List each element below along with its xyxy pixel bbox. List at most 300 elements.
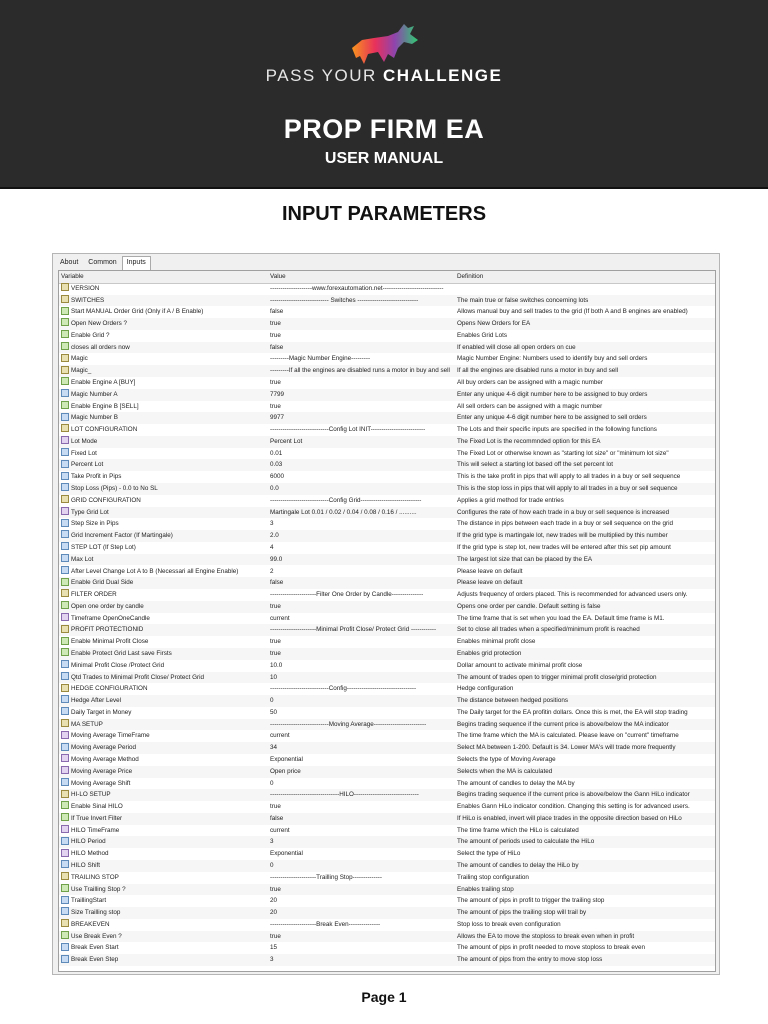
value-cell[interactable]: --------------------www.forexautomation.net----------------------------- (270, 284, 444, 292)
value-cell[interactable]: 0.01 (270, 449, 283, 457)
variable-cell (61, 353, 267, 365)
table-row[interactable] (59, 613, 715, 625)
value-cell[interactable]: 6000 (270, 473, 285, 481)
table-row[interactable] (59, 860, 715, 872)
definition-cell: Enables Gann HiLo indicator condition. Changing this setting is for advanced users. (457, 803, 690, 811)
value-cell[interactable]: ----------------------------Config Lot INIT-------------------------- (270, 426, 426, 434)
table-row[interactable] (59, 884, 715, 896)
table-row[interactable] (59, 448, 715, 460)
variable-name: Enable Engine A [BUY] (71, 379, 136, 387)
variable-name: Enable Protect Grid Last save Firsts (71, 649, 172, 657)
page-number: Page 1 (361, 989, 407, 1005)
definition-cell: The amount of pips in profit needed to move stoploss to break even (457, 944, 645, 952)
value-cell[interactable]: ----------------------------Moving Average------------------------- (270, 720, 427, 728)
variable-cell (61, 813, 267, 825)
definition-cell: The amount of trades open to trigger minimal profit close/grid protection (457, 673, 657, 681)
param-type-icon (61, 542, 69, 550)
variable-cell (61, 471, 267, 483)
param-type-icon (61, 790, 69, 798)
value-cell[interactable]: true (270, 649, 281, 657)
value-cell[interactable]: 0.03 (270, 461, 283, 469)
table-row[interactable] (59, 318, 715, 330)
param-type-icon (61, 754, 69, 762)
value-cell[interactable]: ----------------------Trailling Stop-------------- (270, 873, 383, 881)
variable-cell (61, 401, 267, 413)
definition-cell: The largest lot size that can be placed by the EA (457, 555, 593, 563)
variable-name: Use Break Even ? (71, 932, 122, 940)
definition-cell: Begins trading sequence if the current price is above/below the MA indicator (457, 720, 669, 728)
table-row[interactable] (59, 801, 715, 813)
variable-name: HILO Shift (71, 862, 101, 869)
table-row[interactable] (59, 778, 715, 790)
param-type-icon (61, 637, 69, 645)
table-row[interactable] (59, 530, 715, 542)
variable-name: FILTER ORDER (71, 591, 117, 599)
table-row[interactable] (59, 742, 715, 754)
table-row[interactable] (59, 365, 715, 377)
variable-cell (61, 412, 267, 424)
variable-cell (61, 801, 267, 813)
variable-name: SWITCHES (71, 296, 105, 304)
value-cell[interactable]: current (270, 826, 290, 834)
param-type-icon (61, 354, 69, 362)
table-row[interactable] (59, 931, 715, 943)
variable-name: HEDGE CONFIGURATION (71, 685, 148, 693)
table-row[interactable] (59, 459, 715, 471)
table-row[interactable] (59, 424, 715, 436)
param-type-icon (61, 366, 69, 374)
variable-cell (61, 695, 267, 707)
definition-cell: Enables trailing stop (457, 885, 514, 893)
param-type-icon (61, 318, 69, 326)
table-row[interactable] (59, 471, 715, 483)
variable-cell (61, 825, 267, 837)
variable-name: Moving Average Period (71, 744, 136, 752)
variable-name: closes all orders now (71, 343, 130, 351)
table-row[interactable] (59, 719, 715, 731)
variable-name: Percent Lot (71, 461, 104, 469)
variable-name: Take Profit in Pips (71, 473, 122, 481)
variable-cell (61, 919, 267, 931)
value-cell[interactable]: ---------------------------- Switches ----------------------------- (270, 296, 419, 304)
definition-cell: The amount of pips from the entry to move stop loss (457, 956, 603, 964)
value-cell[interactable]: ---------If all the engines are disabled runs a motor in buy and sell (270, 367, 450, 375)
variable-cell (61, 424, 267, 436)
table-row[interactable] (59, 542, 715, 554)
param-type-icon (61, 684, 69, 692)
definition-cell: Please leave on default (457, 567, 523, 575)
variable-name: Open New Orders ? (71, 320, 127, 328)
definition-cell: Adjusts frequency of orders placed. This is recommended for advanced users only. (457, 591, 688, 599)
table-row[interactable] (59, 495, 715, 507)
variable-cell (61, 601, 267, 613)
table-row[interactable] (59, 577, 715, 589)
variable-name: VERSION (71, 284, 100, 292)
table-row[interactable] (59, 377, 715, 389)
table-row[interactable] (59, 483, 715, 495)
param-type-icon (61, 731, 69, 739)
value-cell[interactable]: 20 (270, 897, 278, 905)
definition-cell: This will select a starting lot based off the set percent lot (457, 461, 613, 469)
value-cell[interactable]: 10 (270, 673, 278, 681)
variable-cell (61, 483, 267, 495)
definition-cell: Hedge configuration (457, 685, 514, 693)
definition-cell: Select the type of HiLo (457, 850, 521, 858)
value-cell[interactable]: Exponential (270, 850, 303, 858)
definition-cell: Set to close all trades when a specified/minimum profit is reached (457, 626, 640, 634)
param-type-icon (61, 472, 69, 480)
param-type-icon (61, 660, 69, 668)
variable-cell (61, 613, 267, 625)
table-row[interactable] (59, 872, 715, 884)
table-row[interactable] (59, 766, 715, 778)
variable-cell (61, 872, 267, 884)
definition-cell: The Daily target for the EA profitin dollars. Once this is met, the EA will stop trading (457, 708, 688, 716)
definition-cell: The amount of candles to delay the MA by (457, 779, 575, 787)
variable-cell (61, 648, 267, 660)
value-cell[interactable]: ---------------------------------HILO------------------------------- (270, 791, 419, 799)
definition-cell: If enabled will close all open orders on cue (457, 343, 576, 351)
variable-cell (61, 660, 267, 672)
table-row[interactable] (59, 330, 715, 342)
value-cell[interactable]: false (270, 343, 284, 351)
definition-cell: The main true or false switches concerning lots (457, 296, 589, 304)
param-type-icon (61, 401, 69, 409)
param-type-icon (61, 884, 69, 892)
value-cell[interactable]: 10.0 (270, 661, 283, 669)
table-row[interactable] (59, 648, 715, 660)
variable-cell (61, 778, 267, 790)
value-cell[interactable]: 4 (270, 543, 274, 551)
manual-title: PROP FIRM EA (283, 114, 485, 144)
value-cell[interactable]: Exponential (270, 755, 303, 763)
variable-cell (61, 436, 267, 448)
param-type-icon (61, 919, 69, 927)
variable-name: HILO TimeFrame (71, 826, 120, 834)
definition-cell: Opens one order per candle. Default setting is false (457, 602, 601, 610)
value-cell[interactable]: 3 (270, 956, 274, 964)
param-type-icon (61, 483, 69, 491)
definition-cell: Dollar amount to activate minimal profit close (457, 661, 583, 669)
variable-name: GRID CONFIGURATION (71, 496, 141, 504)
table-row[interactable] (59, 624, 715, 636)
definition-cell: If the grid type is step lot, new trades will be entered after this set pip amount (457, 543, 671, 551)
variable-name: PROFIT PROTECTIONID (71, 626, 144, 634)
variable-name: Enable Grid ? (71, 331, 110, 339)
variable-name: Timeframe OpenOneCandle (71, 614, 150, 622)
table-row[interactable] (59, 389, 715, 401)
bull-logo-icon (348, 18, 422, 70)
table-row[interactable] (59, 836, 715, 848)
param-type-icon (61, 519, 69, 527)
definition-cell: This is the stop loss in pips that will apply to all trades in a buy or sell sequence (457, 485, 678, 493)
table-row[interactable] (59, 730, 715, 742)
value-cell[interactable]: true (270, 885, 281, 893)
table-row[interactable] (59, 954, 715, 966)
variable-name: Stop Loss (Pips) - 0.0 to No SL (71, 485, 158, 493)
table-row[interactable] (59, 813, 715, 825)
variable-cell (61, 907, 267, 919)
param-type-icon (61, 743, 69, 751)
variable-cell (61, 389, 267, 401)
definition-cell: Opens New Orders for EA (457, 320, 531, 328)
variable-name: Minimal Profit Close /Protect Grid (71, 661, 165, 669)
param-type-icon (61, 377, 69, 385)
table-row[interactable] (59, 636, 715, 648)
param-type-icon (61, 648, 69, 656)
table-row[interactable] (59, 660, 715, 672)
definition-cell: Selects when the MA is calculated (457, 767, 553, 775)
value-cell[interactable]: 2.0 (270, 532, 279, 540)
variable-cell (61, 931, 267, 943)
table-row[interactable] (59, 672, 715, 684)
value-cell[interactable]: 3 (270, 838, 274, 846)
table-row[interactable] (59, 789, 715, 801)
variable-name: Enable Grid Dual Side (71, 579, 134, 587)
param-type-icon (61, 825, 69, 833)
variable-name: Size Trailling stop (71, 909, 121, 917)
table-row[interactable] (59, 683, 715, 695)
value-cell[interactable]: false (270, 814, 284, 822)
value-cell[interactable]: Martingale Lot 0.01 / 0.02 / 0.04 / 0.08 / 0.16 / .......... (270, 508, 417, 516)
variable-name: STEP LOT (If Step Lot) (71, 543, 136, 551)
variable-cell (61, 707, 267, 719)
param-type-icon (61, 413, 69, 421)
definition-cell: The Fixed Lot or otherwise known as "starting lot size" or "minimum lot size" (457, 449, 669, 457)
variable-cell (61, 884, 267, 896)
variable-cell (61, 365, 267, 377)
column-header-value[interactable]: Value (270, 273, 286, 280)
variable-name: MA SETUP (71, 720, 103, 728)
param-type-icon (61, 283, 69, 291)
value-cell[interactable]: true (270, 320, 281, 328)
variable-name: Moving Average Method (71, 755, 139, 763)
variable-name: Break Even Start (71, 944, 119, 952)
param-type-icon (61, 778, 69, 786)
variable-name: Open one order by candle (71, 602, 144, 610)
variable-cell (61, 636, 267, 648)
variable-cell (61, 624, 267, 636)
input-parameters-window (52, 253, 720, 975)
table-row[interactable] (59, 401, 715, 413)
table-row[interactable] (59, 507, 715, 519)
definition-cell: The amount of candles to delay the HiLo by (457, 862, 579, 869)
value-cell[interactable]: true (270, 602, 281, 610)
param-type-icon (61, 460, 69, 468)
variable-name: LOT CONFIGURATION (71, 426, 138, 434)
param-type-icon (61, 849, 69, 857)
value-cell[interactable]: ---------Magic Number Engine--------- (270, 355, 371, 363)
column-header-variable[interactable]: Variable (61, 273, 84, 280)
definition-cell: Selects the type of Moving Average (457, 755, 556, 763)
definition-cell: If HiLo is enabled, invert will place trades in the opposite direction based on HiLo (457, 814, 682, 822)
param-type-icon (61, 448, 69, 456)
table-row[interactable] (59, 754, 715, 766)
table-row[interactable] (59, 295, 715, 307)
value-cell[interactable]: 20 (270, 909, 278, 917)
table-row[interactable] (59, 342, 715, 354)
value-cell[interactable]: false (270, 579, 284, 587)
variable-name: Max Lot (71, 555, 94, 563)
table-row[interactable] (59, 353, 715, 365)
param-type-icon (61, 860, 69, 868)
definition-cell: The Lots and their specific inputs are specified in the following functions (457, 426, 657, 434)
param-type-icon (61, 896, 69, 904)
variable-cell (61, 542, 267, 554)
variable-cell (61, 860, 267, 872)
value-cell[interactable]: true (270, 932, 281, 940)
tab-inputs[interactable]: Inputs (122, 256, 151, 271)
value-cell[interactable]: 99.0 (270, 555, 283, 563)
definition-cell: Enter any unique 4-6 digit number here to be assigned to sell orders (457, 414, 647, 422)
value-cell[interactable]: current (270, 614, 290, 622)
param-type-icon (61, 554, 69, 562)
table-row[interactable] (59, 895, 715, 907)
tab-bar (55, 256, 151, 270)
definition-cell: The time frame which the MA is calculated. Please leave on "current" timeframe (457, 732, 679, 740)
value-cell[interactable]: 0 (270, 862, 274, 869)
definition-cell: Select MA between 1-200. Default is 34. Lower MA's will trade more frequently (457, 744, 676, 752)
variable-cell (61, 377, 267, 389)
table-row[interactable] (59, 919, 715, 931)
table-row[interactable] (59, 283, 715, 295)
param-type-icon (61, 695, 69, 703)
table-row[interactable] (59, 601, 715, 613)
value-cell[interactable]: 9977 (270, 414, 285, 422)
variable-name: Lot Mode (71, 437, 98, 445)
definition-cell: All sell orders can be assigned with a magic number (457, 402, 603, 410)
variable-name: Fixed Lot (71, 449, 97, 457)
variable-cell (61, 554, 267, 566)
variable-cell (61, 719, 267, 731)
table-row[interactable] (59, 907, 715, 919)
value-cell[interactable]: ----------------------Minimal Profit Close/ Protect Grid ------------ (270, 626, 437, 634)
variable-name: Hedge After Level (71, 697, 122, 705)
table-row[interactable] (59, 566, 715, 578)
variable-cell (61, 895, 267, 907)
manual-header (0, 0, 768, 189)
variable-cell (61, 459, 267, 471)
value-cell[interactable]: Open price (270, 767, 301, 775)
definition-cell: The time frame which the HiLo is calculated (457, 826, 579, 834)
variable-cell (61, 283, 267, 295)
table-row[interactable] (59, 412, 715, 424)
value-cell[interactable]: current (270, 732, 290, 740)
value-cell[interactable]: true (270, 638, 281, 646)
value-cell[interactable]: 2 (270, 567, 274, 575)
table-row[interactable] (59, 825, 715, 837)
variable-cell (61, 754, 267, 766)
param-type-icon (61, 872, 69, 880)
value-cell[interactable]: 0.0 (270, 485, 279, 493)
value-cell[interactable]: 0 (270, 697, 274, 705)
variable-name: BREAKEVEN (71, 920, 110, 928)
variable-cell (61, 530, 267, 542)
variable-name: Break Even Step (71, 956, 119, 964)
param-type-icon (61, 766, 69, 774)
variable-cell (61, 518, 267, 530)
table-row[interactable] (59, 436, 715, 448)
variable-name: Magic (71, 355, 88, 363)
variable-name: HILO Period (71, 838, 106, 846)
variable-cell (61, 942, 267, 954)
table-row[interactable] (59, 707, 715, 719)
tab-common[interactable]: Common (88, 259, 117, 266)
definition-cell: Applies a grid method for trade entries (457, 496, 564, 504)
variable-cell (61, 789, 267, 801)
variable-name: Qtd Trades to Minimal Profit Close/ Protect Grid (71, 673, 204, 681)
variable-name: Magic Number A (71, 390, 118, 398)
definition-cell: Begins trading sequence if the current price is above/below the Gann HiLo indicator (457, 791, 690, 799)
param-type-icon (61, 707, 69, 715)
variable-name: Magic Number B (71, 414, 118, 422)
value-cell[interactable]: false (270, 308, 284, 316)
variable-name: TraillingStart (71, 897, 107, 905)
value-cell[interactable]: 50 (270, 708, 278, 716)
value-cell[interactable]: Percent Lot (270, 437, 303, 445)
table-row[interactable] (59, 554, 715, 566)
definition-cell: Enables grid protection (457, 649, 522, 657)
value-cell[interactable]: 7799 (270, 390, 285, 398)
definition-cell: The distance in pips between each trade in a buy or sell sequence on the grid (457, 520, 673, 528)
variable-cell (61, 954, 267, 966)
param-type-icon (61, 307, 69, 315)
param-type-icon (61, 566, 69, 574)
variable-name: HILO Method (71, 850, 109, 858)
table-row[interactable] (59, 589, 715, 601)
definition-cell: The amount of pips in profit to trigger the trailing stop (457, 897, 605, 905)
variable-cell (61, 318, 267, 330)
value-cell[interactable]: true (270, 402, 281, 410)
variable-name: Magic_ (71, 367, 92, 375)
definition-cell: The time frame that is set when you load the EA. Default time frame is M1. (457, 614, 665, 622)
value-cell[interactable]: 15 (270, 944, 278, 952)
value-cell[interactable]: true (270, 379, 281, 387)
column-header-definition[interactable]: Definition (457, 273, 484, 280)
param-type-icon (61, 625, 69, 633)
param-type-icon (61, 330, 69, 338)
value-cell[interactable]: ----------------------------Config--------------------------------- (270, 685, 417, 693)
value-cell[interactable]: 0 (270, 779, 274, 787)
variable-name: Moving Average TimeFrame (71, 732, 150, 740)
definition-cell: The amount of periods used to calculate the HiLo (457, 838, 595, 846)
table-row[interactable] (59, 942, 715, 954)
variable-name: Step Size in Pips (71, 520, 119, 528)
tab-about[interactable]: About (60, 259, 79, 266)
variable-cell (61, 848, 267, 860)
value-cell[interactable]: true (270, 803, 281, 811)
table-row[interactable] (59, 848, 715, 860)
definition-cell: Allows the EA to move the stoploss to break even when in profit (457, 932, 635, 940)
table-row[interactable] (59, 518, 715, 530)
value-cell[interactable]: 34 (270, 744, 278, 752)
value-cell[interactable]: ----------------------Filter One Order by Candle--------------- (270, 591, 424, 599)
value-cell[interactable]: ----------------------Break Even--------------- (270, 920, 381, 928)
table-row[interactable] (59, 695, 715, 707)
table-row[interactable] (59, 306, 715, 318)
value-cell[interactable]: ----------------------------Config Grid----------------------------- (270, 496, 422, 504)
section-title: INPUT PARAMETERS (281, 203, 487, 225)
value-cell[interactable]: 3 (270, 520, 274, 528)
parameters-table (58, 270, 716, 972)
variable-name: TRAILING STOP (71, 873, 119, 881)
variable-cell (61, 766, 267, 778)
variable-name: Grid Increment Factor (If Martingale) (71, 532, 173, 540)
value-cell[interactable]: true (270, 331, 281, 339)
variable-cell (61, 577, 267, 589)
variable-cell (61, 742, 267, 754)
definition-cell: All buy orders can be assigned with a magic number (457, 379, 603, 387)
